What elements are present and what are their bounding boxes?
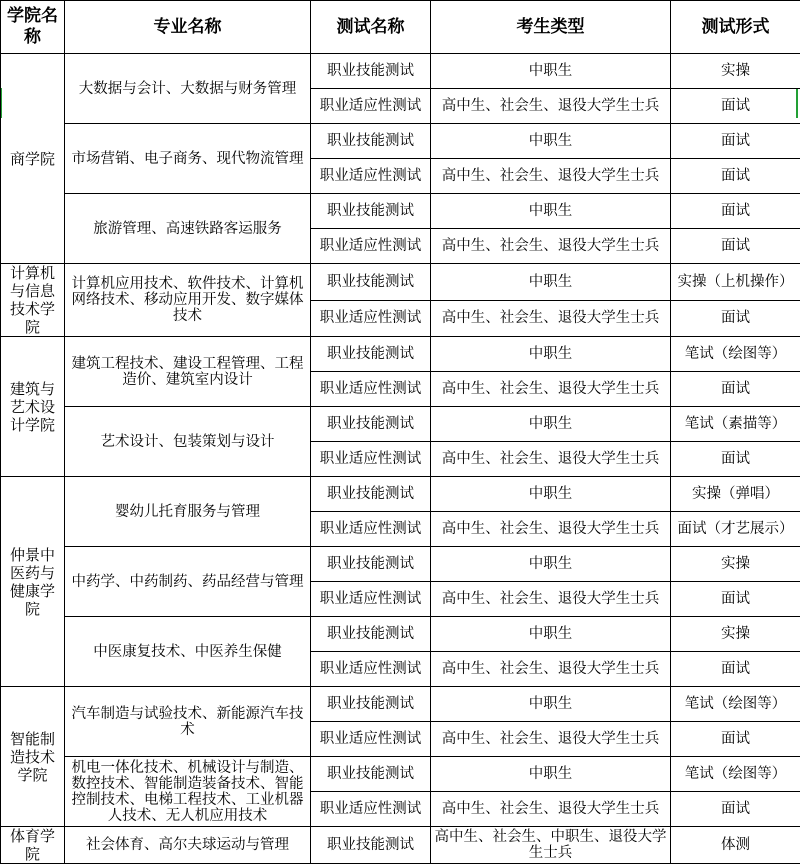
table-row [1, 757, 800, 792]
test-form-cell: 笔试（绘图等） [671, 337, 800, 372]
candidate-cell: 高中生、社会生、退役大学生士兵 [431, 300, 671, 337]
major-cell: 汽车制造与试验技术、新能源汽车技术 [65, 687, 311, 757]
test-form-cell: 面试 [671, 89, 800, 124]
test-form-cell: 面试 [671, 159, 800, 194]
header-college: 学院名称 [1, 1, 65, 54]
test-name-cell: 职业技能测试 [311, 54, 431, 89]
test-form-cell: 笔试（绘图等） [671, 757, 800, 792]
candidate-cell: 中职生 [431, 194, 671, 229]
test-form-cell: 实操 [671, 54, 800, 89]
college-cell: 建筑与艺术设计学院 [1, 337, 65, 477]
table-row [1, 547, 800, 582]
table-row [1, 827, 800, 864]
table-row [1, 687, 800, 722]
test-name-cell: 职业技能测试 [311, 477, 431, 512]
test-form-cell: 笔试（绘图等） [671, 687, 800, 722]
candidate-cell: 中职生 [431, 264, 671, 301]
test-form-cell: 面试 [671, 229, 800, 264]
test-name-cell: 职业适应性测试 [311, 229, 431, 264]
test-form-cell: 面试 [671, 792, 800, 827]
major-cell: 建筑工程技术、建设工程管理、工程造价、建筑室内设计 [65, 337, 311, 407]
candidate-cell: 中职生 [431, 687, 671, 722]
candidate-cell: 中职生 [431, 547, 671, 582]
college-cell: 仲景中医药与健康学院 [1, 477, 65, 687]
major-cell: 市场营销、电子商务、现代物流管理 [65, 124, 311, 194]
test-form-cell: 笔试（素描等） [671, 407, 800, 442]
test-form-cell: 面试 [671, 124, 800, 159]
major-cell: 社会体育、高尔夫球运动与管理 [65, 827, 311, 864]
test-name-cell: 职业适应性测试 [311, 442, 431, 477]
header-test-form: 测试形式 [671, 1, 800, 54]
table-row [1, 264, 800, 301]
test-form-cell: 面试 [671, 652, 800, 687]
major-cell: 旅游管理、高速铁路客运服务 [65, 194, 311, 264]
test-name-cell: 职业适应性测试 [311, 512, 431, 547]
test-name-cell: 职业适应性测试 [311, 652, 431, 687]
candidate-cell: 高中生、社会生、退役大学生士兵 [431, 722, 671, 757]
major-cell: 机电一体化技术、机械设计与制造、数控技术、智能制造装备技术、智能控制技术、电梯工程技术、工业机器人技术、无人机应用技术 [65, 757, 311, 827]
test-name-cell: 职业适应性测试 [311, 89, 431, 124]
table-row [1, 617, 800, 652]
test-name-cell: 职业适应性测试 [311, 722, 431, 757]
header-major: 专业名称 [65, 1, 311, 54]
college-cell: 智能制造技术学院 [1, 687, 65, 827]
college-cell: 体育学院 [1, 827, 65, 864]
test-form-cell: 实操 [671, 617, 800, 652]
candidate-cell: 中职生 [431, 617, 671, 652]
candidate-cell: 中职生 [431, 757, 671, 792]
table-row [1, 54, 800, 89]
candidate-cell: 高中生、社会生、退役大学生士兵 [431, 89, 671, 124]
major-cell: 大数据与会计、大数据与财务管理 [65, 54, 311, 124]
candidate-cell: 高中生、社会生、退役大学生士兵 [431, 372, 671, 407]
candidate-cell: 高中生、社会生、退役大学生士兵 [431, 652, 671, 687]
college-cell: 计算机与信息技术学院 [1, 264, 65, 337]
test-name-cell: 职业技能测试 [311, 194, 431, 229]
test-form-cell: 体测 [671, 827, 800, 864]
college-cell: 商学院 [1, 54, 65, 264]
candidate-cell: 高中生、社会生、退役大学生士兵 [431, 229, 671, 264]
test-name-cell: 职业技能测试 [311, 687, 431, 722]
test-name-cell: 职业技能测试 [311, 124, 431, 159]
candidate-cell: 高中生、社会生、中职生、退役大学生士兵 [431, 827, 671, 864]
test-name-cell: 职业技能测试 [311, 547, 431, 582]
test-name-cell: 职业适应性测试 [311, 159, 431, 194]
candidate-cell: 高中生、社会生、退役大学生士兵 [431, 512, 671, 547]
test-form-cell: 面试 [671, 722, 800, 757]
major-cell: 中药学、中药制药、药品经营与管理 [65, 547, 311, 617]
table-row [1, 337, 800, 372]
candidate-cell: 中职生 [431, 124, 671, 159]
test-form-cell: 实操（上机操作） [671, 264, 800, 301]
test-form-cell: 实操 [671, 547, 800, 582]
candidate-cell: 中职生 [431, 54, 671, 89]
test-name-cell: 职业技能测试 [311, 264, 431, 301]
candidate-cell: 中职生 [431, 337, 671, 372]
candidate-cell: 中职生 [431, 407, 671, 442]
candidate-cell: 高中生、社会生、退役大学生士兵 [431, 159, 671, 194]
candidate-cell: 中职生 [431, 477, 671, 512]
candidate-cell: 高中生、社会生、退役大学生士兵 [431, 442, 671, 477]
test-form-cell: 面试 [671, 442, 800, 477]
test-name-cell: 职业技能测试 [311, 757, 431, 792]
test-name-cell: 职业技能测试 [311, 827, 431, 864]
header-test-name: 测试名称 [311, 1, 431, 54]
header-candidate-type: 考生类型 [431, 1, 671, 54]
test-form-cell: 面试 [671, 582, 800, 617]
major-cell: 中医康复技术、中医养生保健 [65, 617, 311, 687]
major-cell: 婴幼儿托育服务与管理 [65, 477, 311, 547]
test-form-cell: 面试（才艺展示） [671, 512, 800, 547]
candidate-cell: 高中生、社会生、退役大学生士兵 [431, 582, 671, 617]
table-row [1, 477, 800, 512]
table-row [1, 407, 800, 442]
test-name-cell: 职业技能测试 [311, 407, 431, 442]
test-form-cell: 面试 [671, 194, 800, 229]
test-name-cell: 职业适应性测试 [311, 300, 431, 337]
test-form-cell: 实操（弹唱） [671, 477, 800, 512]
major-cell: 计算机应用技术、软件技术、计算机网络技术、移动应用开发、数字媒体技术 [65, 264, 311, 337]
candidate-cell: 高中生、社会生、退役大学生士兵 [431, 792, 671, 827]
test-form-cell: 面试 [671, 300, 800, 337]
table-row [1, 124, 800, 159]
test-form-cell: 面试 [671, 372, 800, 407]
test-name-cell: 职业技能测试 [311, 337, 431, 372]
test-name-cell: 职业适应性测试 [311, 582, 431, 617]
test-name-cell: 职业适应性测试 [311, 792, 431, 827]
test-name-cell: 职业技能测试 [311, 617, 431, 652]
table-row [1, 194, 800, 229]
major-cell: 艺术设计、包装策划与设计 [65, 407, 311, 477]
table-header-row [1, 1, 800, 54]
test-name-cell: 职业适应性测试 [311, 372, 431, 407]
